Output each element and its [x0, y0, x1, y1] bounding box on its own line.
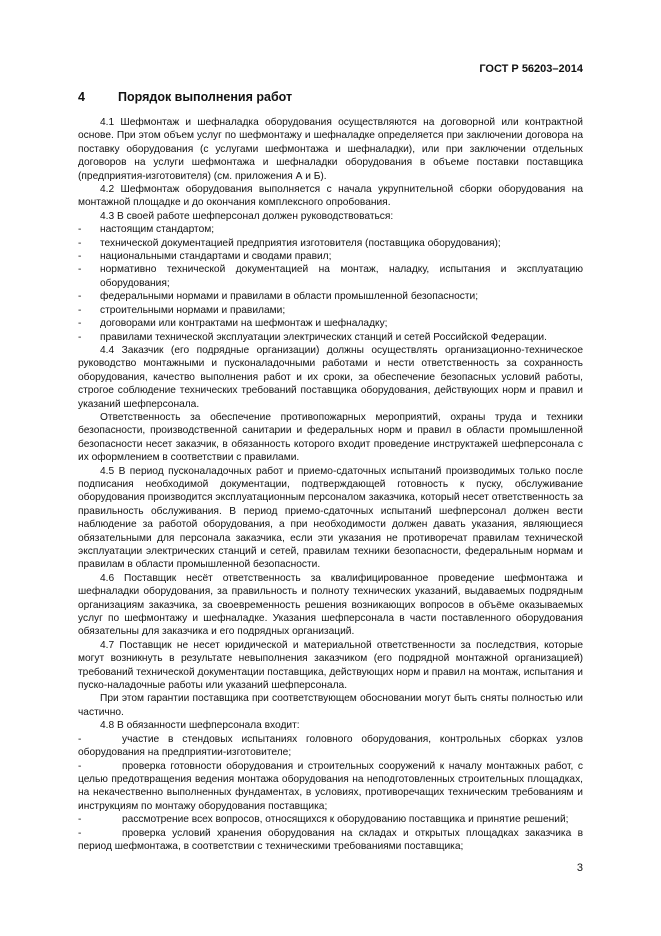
list-item-text: федеральными нормами и правилами в области промышленной безопасности; — [100, 291, 479, 303]
list-item-text: нормативно технической документацией на монтаж, наладку, испытания и эксплуатацию оборудования; — [100, 264, 583, 289]
document-body — [78, 116, 583, 853]
paragraph: 4.7 Поставщик не несет юридической и материальной ответственности за последствия, которые могут возникнуть в результате невыполнения заказчиком (его подрядной монтажной организацией) требований технической документации поставщика, действующих норм и правил на монтаж, испытания и пуско-наладочные работы или указаний шефперсонала. — [78, 639, 583, 692]
list-item-text: настоящим стандартом; — [100, 224, 215, 236]
list-item-text: правилами технической эксплуатации электрических станций и сетей Российской Федерации. — [100, 331, 547, 343]
list-item-text: технической документацией предприятия изготовителя (поставщика оборудования); — [100, 237, 501, 249]
list-item — [78, 813, 583, 826]
list-dash: - — [78, 733, 82, 745]
list-item — [78, 304, 583, 317]
list-item-text: проверка готовности оборудования и строительных сооружений к началу монтажных работ, с целью предотвращения ведения монтажа оборудования на неподготовленных строительных площадках, на некачественно выполненных фундаментах, в условиях, противоречащих техническим требованиям и инструкциям по монтажу оборудования поставщика; — [78, 760, 583, 812]
list-dash: - — [78, 251, 82, 263]
list-item — [78, 733, 583, 760]
page-number: 3 — [576, 862, 583, 874]
list-dash: - — [78, 304, 82, 316]
paragraph: 4.4 Заказчик (его подрядные организации) должны осуществлять организационно-техническое руководство монтажными и пусконаладочными работами и нести ответственность за сохранность оборудования, качество выполнения работ и их сроки, за обеспечение безопасных условий работы, строгое соблюдение технических требований поставщика оборудования, действующих норм и правил и указаний шефперсонала. — [78, 344, 583, 410]
list-dash: - — [78, 827, 82, 839]
list-item-text: рассмотрение всех вопросов, относящихся к оборудованию поставщика и принятие решений; — [122, 814, 569, 826]
paragraph: 4.8 В обязанности шефперсонала входит: — [100, 720, 300, 732]
list-item — [78, 250, 583, 263]
list-dash: - — [78, 264, 82, 276]
list-item-text: проверка условий хранения оборудования на складах и открытых площадках заказчика в период шефмонтажа, в соответствии с техническими требованиями поставщика; — [78, 827, 583, 852]
list-item-text: национальными стандартами и сводами правил; — [100, 251, 332, 263]
paragraph: При этом гарантии поставщика при соответствующем обосновании могут быть сняты полностью или частично. — [78, 693, 583, 718]
list-item — [78, 331, 583, 344]
section-number: 4 — [78, 90, 85, 104]
paragraph: 4.6 Поставщик несёт ответственность за квалифицированное проведение шефмонтажа и шефналадки оборудования, за правильность и полноту технических указаний, выдаваемых подрядным организациям заказчика, за своевременность решения возникающих вопросов в объёме оказываемых услуг по шефмонтажу и шефналадке. Указания шефперсонала в части поставленного оборудования обязательны для заказчика и его подрядных организаций. — [78, 572, 583, 638]
list-item — [78, 263, 583, 290]
document-code: ГОСТ Р 56203–2014 — [479, 63, 583, 75]
paragraph: 4.2 Шефмонтаж оборудования выполняется с начала укрупнительной сборки оборудования на монтажной площадке и до окончания комплексного опробования. — [78, 184, 583, 209]
list-item — [78, 290, 583, 303]
paragraph: Ответственность за обеспечение противопожарных мероприятий, охраны труда и техники безопасности, производственной санитарии и федеральных норм и правил в области промышленной безопасности несет заказчик, в обязанность которого входит проведение инструктажей шефперсонала с их оформлением в соответствии с правилами. — [78, 411, 583, 464]
section-heading — [78, 90, 292, 104]
list-item-text: участие в стендовых испытаниях головного оборудования, контрольных сборках узлов оборудования на предприятии-изготовителе; — [78, 733, 583, 759]
list-dash: - — [78, 291, 82, 303]
list-item — [78, 237, 583, 250]
paragraph: 4.5 В период пусконаладочных работ и приемо-сдаточных испытаний производимых только после подписания необходимой документации, подтверждающей готовность к пуску, обслуживание оборудования производится эксплуатационным персоналом заказчика, который несет ответственность за правильность обслуживания. В период приемо-сдаточных испытаний шефперсонал должен вести наблюдение за работой оборудования, а при необходимости должен давать указания, являющиеся обязательными для персонала заказчика, если эти указания не противоречат правилам технической эксплуатации электрических станций и сетей, правилам техники безопасности, федеральным нормам и правилам в области промышленной безопасности. — [78, 465, 583, 571]
paragraph: 4.3 В своей работе шефперсонал должен руководствоваться: — [100, 210, 394, 222]
paragraph: 4.1 Шефмонтаж и шефналадка оборудования осуществляются на договорной или контрактной основе. При этом объем услуг по шефмонтажу и шефналадке определяется при заключении договора на поставку оборудования (с услугами шефмонтажа и шефналадки), или при заключении отдельных договоров на услуги шефмонтажа и шефналадки оборудования в объеме поставки поставщика (предприятия-изготовителя) (см. приложения А и Б). — [78, 117, 583, 182]
list-item-text: договорами или контрактами на шефмонтаж и шефналадку; — [100, 318, 388, 330]
list-dash: - — [78, 760, 82, 772]
section-title: Порядок выполнения работ — [118, 90, 293, 104]
list-dash: - — [78, 237, 82, 249]
list-item — [78, 760, 583, 814]
list-dash: - — [78, 318, 82, 330]
list-dash: - — [78, 224, 82, 236]
list-item — [78, 317, 583, 330]
list-dash: - — [78, 814, 82, 826]
list-dash: - — [78, 331, 82, 343]
list-item — [78, 223, 583, 236]
list-item — [78, 827, 583, 854]
list-item-text: строительными нормами и правилами; — [100, 304, 286, 316]
